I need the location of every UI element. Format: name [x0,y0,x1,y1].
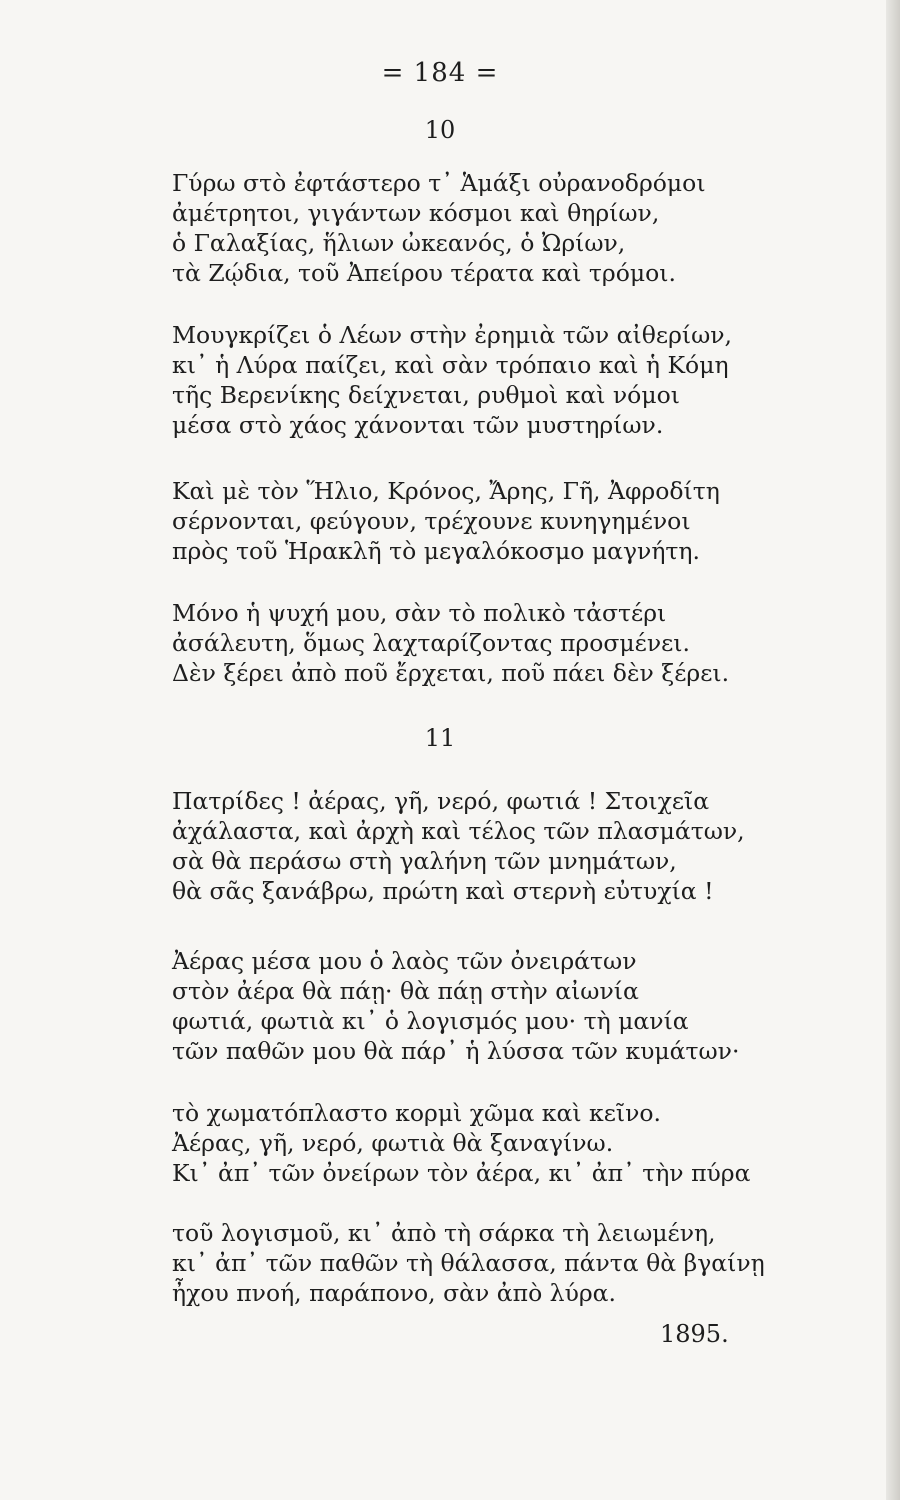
verse-line: Καὶ μὲ τὸν Ἥλιο, Κρόνος, Ἄρης, Γῆ, Ἀφροδίτη [172,477,720,505]
page-number: = 184 = [381,58,499,88]
poem-10-stanza-1 [172,168,706,288]
poem-number-11: 11 [424,724,456,752]
verse-line: ὁ Γαλαξίας, ἥλιων ὠκεανός, ὁ Ὠρίων, [172,229,626,257]
verse-line: φωτιά, φωτιὰ κι᾿ ὁ λογισμός μου· τὴ μανία [172,1007,689,1035]
verse-line: σὰ θὰ περάσω στὴ γαλήνη τῶν μνημάτων, [172,847,677,875]
verse-line: κι᾿ ἀπ᾿ τῶν παθῶν τὴ θάλασσα, πάντα θὰ βγαίνῃ [172,1249,765,1277]
verse-line: κι᾿ ἡ Λύρα παίζει, καὶ σὰν τρόπαιο καὶ ἡ Κόμη [172,351,729,379]
verse-line: ἦχου πνοή, παράπονο, σὰν ἀπὸ λύρα. [172,1279,617,1307]
poem-11-stanza-2 [172,946,739,1066]
verse-line: Μουγκρίζει ὁ Λέων στὴν ἐρημιὰ τῶν αἰθερίων, [172,321,733,349]
verse-line: τῆς Βερενίκης δείχνεται, ρυθμοὶ καὶ νόμοι [172,381,680,409]
verse-line: Πατρίδες ! ἀέρας, γῆ, νερό, φωτιά ! Στοιχεῖα [172,787,710,815]
verse-line: στὸν ἀέρα θὰ πάῃ· θὰ πάῃ στὴν αἰωνία [172,977,639,1005]
verse-line: σέρνονται, φεύγουν, τρέχουνε κυνηγημένοι [172,507,691,535]
verse-line: ἀσάλευτη, ὅμως λαχταρίζοντας προσμένει. [172,629,690,657]
poem-11-stanza-4 [172,1218,765,1308]
poem-date: 1895. [660,1320,729,1348]
verse-line: πρὸς τοῦ Ἡρακλῆ τὸ μεγαλόκοσμο μαγνήτη. [172,537,700,565]
poem-11-stanza-3 [172,1098,750,1188]
verse-line: μέσα στὸ χάος χάνονται τῶν μυστηρίων. [172,411,664,439]
verse-line: Γύρω στὸ ἐφτάστερο τ᾿ Ἁμάξι οὐρανοδρόμοι [172,169,706,197]
verse-line: θὰ σᾶς ξανάβρω, πρώτη καὶ στερνὴ εὐτυχία ! [172,877,714,905]
verse-line: Ἀέρας μέσα μου ὁ λαὸς τῶν ὀνειράτων [172,947,637,975]
verse-line: Δὲν ξέρει ἀπὸ ποῦ ἔρχεται, ποῦ πάει δὲν ξέρει. [172,659,730,687]
poem-11-stanza-1 [172,786,745,906]
poem-10-stanza-4 [172,598,729,688]
verse-line: τοῦ λογισμοῦ, κι᾿ ἀπὸ τὴ σάρκα τὴ λειωμένη, [172,1219,716,1247]
poem-number-10: 10 [424,116,456,144]
verse-line: τὰ Ζῴδια, τοῦ Ἀπείρου τέρατα καὶ τρόμοι. [172,259,676,287]
page-edge-shadow [886,0,900,1500]
verse-line: Μόνο ἡ ψυχή μου, σὰν τὸ πολικὸ τἀστέρι [172,599,667,627]
verse-line: Κι᾿ ἀπ᾿ τῶν ὀνείρων τὸν ἀέρα, κι᾿ ἀπ᾿ τὴν πύρα [172,1159,751,1187]
verse-line: ἀχάλαστα, καὶ ἀρχὴ καὶ τέλος τῶν πλασμάτων, [172,817,745,845]
verse-line: τῶν παθῶν μου θὰ πάρ᾿ ἡ λύσσα τῶν κυμάτων· [172,1037,740,1065]
poem-10-stanza-3 [172,476,720,566]
verse-line: τὸ χωματόπλαστο κορμὶ χῶμα καὶ κεῖνο. [172,1099,662,1127]
verse-line: ἀμέτρητοι, γιγάντων κόσμοι καὶ θηρίων, [172,199,660,227]
verse-line: Ἀέρας, γῆ, νερό, φωτιὰ θὰ ξαναγίνω. [172,1129,614,1157]
poem-10-stanza-2 [172,320,732,440]
